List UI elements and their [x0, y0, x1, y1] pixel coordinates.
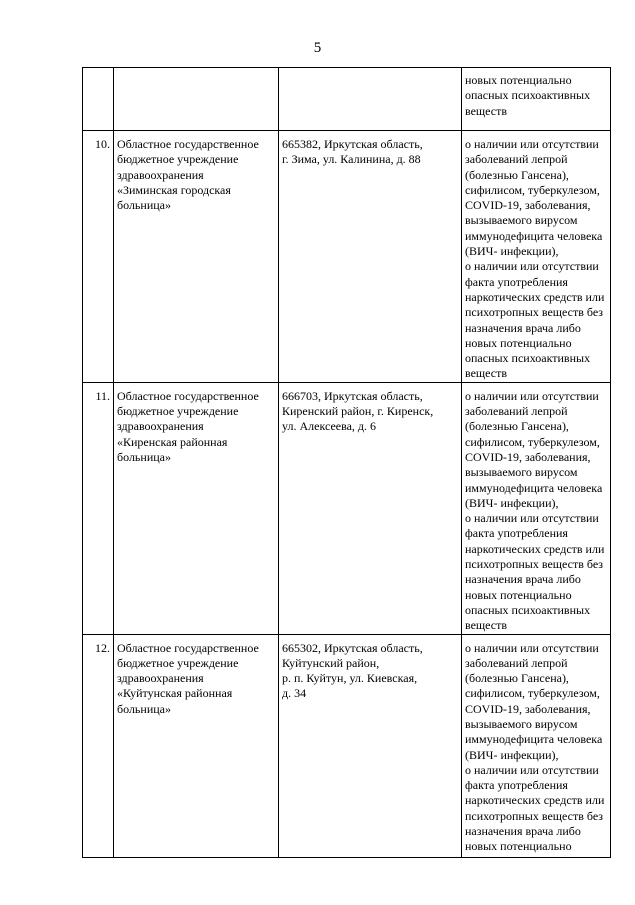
text-line: заболеваний лепрой: [465, 655, 568, 670]
address-cell: [279, 131, 462, 383]
text-line: здравоохранения: [117, 167, 204, 182]
text-line: 665302, Иркутская область,: [282, 640, 423, 655]
text-line: (ВИЧ- инфекции),: [465, 495, 559, 510]
text-line: новых потенциально: [465, 839, 572, 854]
text-line: опасных психоактивных: [465, 88, 591, 103]
text-line: о наличии или отсутствии: [465, 137, 599, 151]
row-number: 11.: [83, 382, 114, 634]
text-line: психотропных веществ без: [465, 808, 604, 823]
text-line: о наличии или отсутствии: [465, 762, 599, 777]
text-line: веществ: [465, 366, 508, 381]
text-line: больница»: [117, 701, 171, 716]
organization-cell: [114, 382, 279, 634]
text-line: COVID-19, заболевания,: [465, 198, 591, 213]
examination-cell: [462, 634, 611, 857]
text-line: о наличии или отсутствии: [465, 259, 599, 274]
organization-cell: [114, 634, 279, 857]
text-line: Киренский район, г. Киренск,: [282, 404, 434, 419]
row-number: [83, 68, 114, 131]
text-line: здравоохранения: [117, 671, 204, 686]
row-number: 12.: [83, 634, 114, 857]
text-line: сифилисом, туберкулезом,: [465, 182, 600, 197]
table-row: [83, 382, 611, 634]
text-line: иммунодефицита человека: [465, 732, 603, 747]
examination-cell: [462, 382, 611, 634]
text-line: наркотических средств или: [465, 793, 605, 808]
text-line: новых потенциально: [465, 73, 572, 87]
text-line: COVID-19, заболевания,: [465, 449, 591, 464]
text-line: веществ: [465, 618, 508, 633]
text-line: иммунодефицита человека: [465, 480, 603, 495]
text-line: больница»: [117, 198, 171, 213]
text-line: (болезнью Гансена),: [465, 419, 569, 434]
text-line: Областное государственное: [117, 137, 259, 151]
table-row: [83, 131, 611, 383]
text-line: назначения врача либо: [465, 320, 581, 335]
text-line: 665382, Иркутская область,: [282, 137, 423, 151]
text-line: назначения врача либо: [465, 572, 581, 587]
page-number: 5: [313, 40, 322, 56]
text-line: сифилисом, туберкулезом,: [465, 434, 600, 449]
text-line: (болезнью Гансена),: [465, 167, 569, 182]
text-line: опасных психоактивных: [465, 602, 591, 617]
organization-cell: [114, 131, 279, 383]
text-line: факта употребления: [465, 778, 568, 793]
address-cell: [279, 634, 462, 857]
text-line: о наличии или отсутствии: [465, 511, 599, 526]
text-line: назначения врача либо: [465, 824, 581, 839]
text-line: новых потенциально: [465, 587, 572, 602]
table-row: [83, 634, 611, 857]
table-row: [83, 68, 611, 131]
text-line: вызываемого вирусом: [465, 213, 578, 228]
text-line: психотропных веществ без: [465, 305, 604, 320]
text-line: вызываемого вирусом: [465, 716, 578, 731]
text-line: Областное государственное: [117, 388, 259, 403]
text-line: о наличии или отсутствии: [465, 640, 599, 655]
table-body: [83, 68, 611, 858]
examination-cell: [462, 131, 611, 383]
text-line: 666703, Иркутская область,: [282, 388, 423, 403]
text-line: г. Зима, ул. Калинина, д. 88: [282, 152, 421, 167]
text-line: заболеваний лепрой: [465, 404, 568, 419]
text-line: COVID-19, заболевания,: [465, 701, 591, 716]
text-line: бюджетное учреждение: [117, 655, 239, 670]
text-line: ул. Алексеева, д. 6: [282, 419, 377, 434]
text-line: наркотических средств или: [465, 541, 605, 556]
text-line: новых потенциально: [465, 335, 572, 350]
text-line: «Киренская районная: [117, 434, 228, 449]
text-line: о наличии или отсутствии: [465, 388, 599, 403]
text-line: вызываемого вирусом: [465, 465, 578, 480]
text-line: (болезнью Гансена),: [465, 671, 569, 686]
text-line: Куйтунский район,: [282, 655, 380, 670]
institutions-table: [82, 67, 611, 858]
address-cell: [279, 382, 462, 634]
examination-cell: [462, 68, 611, 131]
text-line: иммунодефицита человека: [465, 228, 603, 243]
text-line: факта употребления: [465, 274, 568, 289]
text-line: заболеваний лепрой: [465, 152, 568, 167]
text-line: р. п. Куйтун, ул. Киевская,: [282, 671, 418, 686]
text-line: Областное государственное: [117, 640, 259, 655]
text-line: бюджетное учреждение: [117, 404, 239, 419]
address-cell: [279, 68, 462, 131]
text-line: «Зиминская городская: [117, 182, 231, 197]
text-line: сифилисом, туберкулезом,: [465, 686, 600, 701]
text-line: психотропных веществ без: [465, 557, 604, 572]
text-line: (ВИЧ- инфекции),: [465, 747, 559, 762]
text-line: веществ: [465, 103, 508, 118]
text-line: (ВИЧ- инфекции),: [465, 244, 559, 259]
organization-cell: [114, 68, 279, 131]
text-line: д. 34: [282, 686, 307, 701]
text-line: «Куйтунская районная: [117, 686, 233, 701]
text-line: опасных психоактивных: [465, 351, 591, 366]
text-line: факта употребления: [465, 526, 568, 541]
text-line: здравоохранения: [117, 419, 204, 434]
text-line: наркотических средств или: [465, 289, 605, 304]
row-number: 10.: [83, 131, 114, 383]
text-line: больница»: [117, 449, 171, 464]
text-line: бюджетное учреждение: [117, 152, 239, 167]
